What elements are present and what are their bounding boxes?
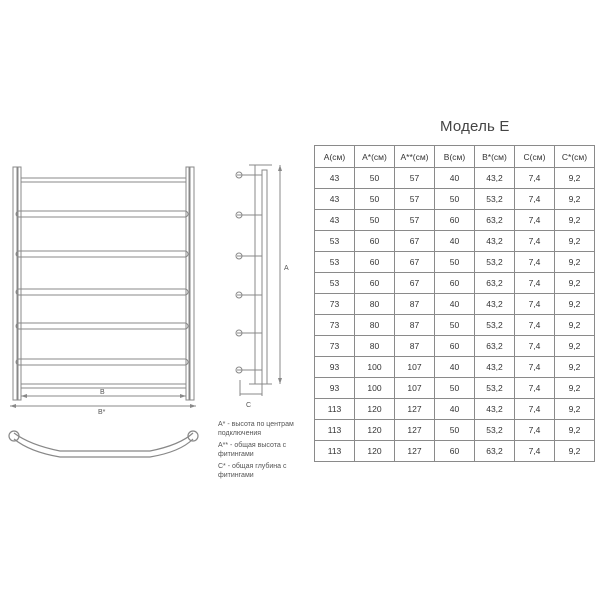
table-cell: 43,2 [475, 357, 515, 378]
right-post [190, 167, 194, 400]
table-cell: 9,2 [555, 420, 595, 441]
dim-label-c: C [246, 402, 252, 409]
table-cell: 60 [355, 231, 395, 252]
left-post [13, 167, 17, 400]
table-cell: 57 [395, 189, 435, 210]
column-header: C*(см) [555, 146, 595, 168]
table-cell: 7,4 [515, 231, 555, 252]
table-cell: 40 [435, 168, 475, 189]
table-cell: 107 [395, 357, 435, 378]
table-cell: 60 [435, 336, 475, 357]
table-cell: 60 [355, 273, 395, 294]
table-cell: 50 [355, 210, 395, 231]
curved-rung [14, 433, 193, 451]
table-cell: 63,2 [475, 336, 515, 357]
table-cell: 7,4 [515, 336, 555, 357]
table-cell: 60 [435, 210, 475, 231]
rung [16, 359, 188, 365]
table-cell: 43,2 [475, 231, 515, 252]
legend-c-star: C* - общая глубина с фитингами [218, 463, 287, 479]
table-cell: 50 [355, 168, 395, 189]
table-cell: 43 [315, 189, 355, 210]
table-cell: 67 [395, 231, 435, 252]
table-cell: 73 [315, 315, 355, 336]
table-cell: 7,4 [515, 399, 555, 420]
table-cell: 80 [355, 315, 395, 336]
side-view [236, 165, 280, 396]
table-cell: 93 [315, 378, 355, 399]
rung [16, 323, 188, 329]
table-cell: 80 [355, 294, 395, 315]
table-cell: 93 [315, 357, 355, 378]
table-cell: 40 [435, 399, 475, 420]
table-cell: 9,2 [555, 273, 595, 294]
legend-a-star: A* - высота по центрам подключения [218, 421, 294, 437]
table-cell: 7,4 [515, 294, 555, 315]
dim-label-b-star: B* [98, 409, 106, 416]
table-cell: 127 [395, 399, 435, 420]
model-title: Модель E [440, 118, 510, 135]
table-cell: 9,2 [555, 294, 595, 315]
table-cell: 9,2 [555, 399, 595, 420]
table-cell: 7,4 [515, 357, 555, 378]
table-cell: 87 [395, 336, 435, 357]
table-cell: 53 [315, 252, 355, 273]
table-cell: 120 [355, 441, 395, 462]
table-cell: 87 [395, 294, 435, 315]
column-header: B*(см) [475, 146, 515, 168]
table-cell: 9,2 [555, 210, 595, 231]
rung [16, 211, 188, 217]
table-cell: 53,2 [475, 378, 515, 399]
front-view [10, 167, 196, 406]
side-post [262, 170, 267, 384]
table-cell: 57 [395, 210, 435, 231]
table-cell: 113 [315, 399, 355, 420]
dim-label-a: A [284, 265, 289, 272]
table-cell: 9,2 [555, 189, 595, 210]
table-cell: 73 [315, 294, 355, 315]
table-cell: 50 [355, 189, 395, 210]
table-cell: 100 [355, 357, 395, 378]
column-header: A**(см) [395, 146, 435, 168]
table-cell: 53 [315, 231, 355, 252]
table-cell: 7,4 [515, 168, 555, 189]
table-cell: 63,2 [475, 210, 515, 231]
table-cell: 107 [395, 378, 435, 399]
table-cell: 7,4 [515, 210, 555, 231]
table-cell: 7,4 [515, 420, 555, 441]
column-header: A(см) [315, 146, 355, 168]
table-cell: 53,2 [475, 315, 515, 336]
table-cell: 113 [315, 441, 355, 462]
top-view [9, 431, 198, 457]
table-cell: 127 [395, 420, 435, 441]
table-cell: 43 [315, 210, 355, 231]
table-cell: 43,2 [475, 294, 515, 315]
table-cell: 7,4 [515, 252, 555, 273]
table-cell: 60 [435, 273, 475, 294]
table-cell: 67 [395, 252, 435, 273]
dim-label-b: B [100, 389, 105, 396]
table-cell: 7,4 [515, 189, 555, 210]
table-cell: 7,4 [515, 441, 555, 462]
table-cell: 53,2 [475, 252, 515, 273]
table-cell: 120 [355, 399, 395, 420]
table-cell: 87 [395, 315, 435, 336]
table-cell: 43,2 [475, 399, 515, 420]
table-cell: 73 [315, 336, 355, 357]
table-cell: 100 [355, 378, 395, 399]
table-cell: 9,2 [555, 315, 595, 336]
table-cell: 7,4 [515, 315, 555, 336]
table-cell: 80 [355, 336, 395, 357]
table-cell: 9,2 [555, 168, 595, 189]
legend-a-star2: A** - общая высота с фитингами [218, 442, 287, 458]
table-cell: 40 [435, 294, 475, 315]
column-header: A*(см) [355, 146, 395, 168]
table-cell: 57 [395, 168, 435, 189]
table-cell: 9,2 [555, 357, 595, 378]
table-cell: 9,2 [555, 252, 595, 273]
table-cell: 53 [315, 273, 355, 294]
table-cell: 113 [315, 420, 355, 441]
table-cell: 60 [355, 252, 395, 273]
table-cell: 9,2 [555, 378, 595, 399]
table-cell: 50 [435, 189, 475, 210]
table-cell: 50 [435, 378, 475, 399]
table-cell: 7,4 [515, 273, 555, 294]
table-cell: 43 [315, 168, 355, 189]
table-cell: 127 [395, 441, 435, 462]
table-cell: 63,2 [475, 273, 515, 294]
table-cell: 53,2 [475, 189, 515, 210]
rung [16, 251, 188, 257]
table-cell: 40 [435, 357, 475, 378]
table-cell: 50 [435, 315, 475, 336]
table-cell: 50 [435, 420, 475, 441]
table-cell: 120 [355, 420, 395, 441]
table-cell: 9,2 [555, 231, 595, 252]
table-cell: 7,4 [515, 378, 555, 399]
column-header: C(см) [515, 146, 555, 168]
table-cell: 60 [435, 441, 475, 462]
rung [16, 289, 188, 295]
column-header: B(см) [435, 146, 475, 168]
table-cell: 53,2 [475, 420, 515, 441]
table-cell: 43,2 [475, 168, 515, 189]
table-cell: 40 [435, 231, 475, 252]
table-cell: 63,2 [475, 441, 515, 462]
table-cell: 50 [435, 252, 475, 273]
table-cell: 67 [395, 273, 435, 294]
table-cell: 9,2 [555, 441, 595, 462]
table-cell: 9,2 [555, 336, 595, 357]
